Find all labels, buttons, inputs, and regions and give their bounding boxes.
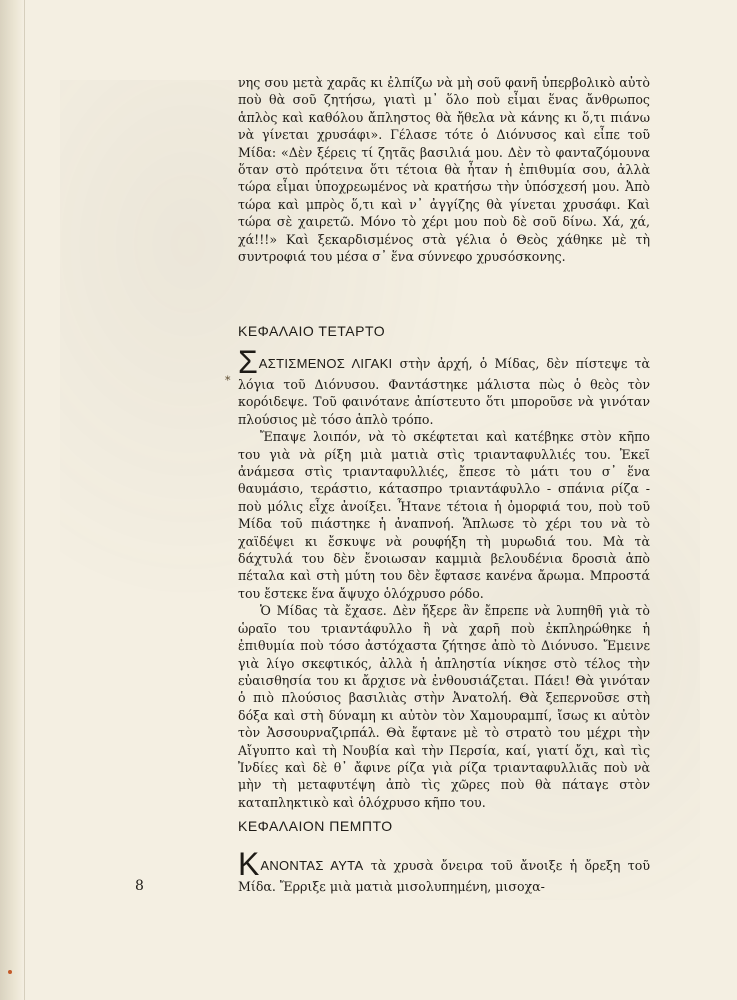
- chapter-four-text: [238, 344, 651, 811]
- paragraph-text: νης σου μετὰ χαρᾶς κι ἐλπίζω νὰ μὴ σοῦ φανῆ ὑπερβολικὸ αὐτὸ ποὺ θὰ σοῦ ζητήσω, γιατὶ μ᾽ ὅλο ποὺ εἶμαι ἕνας ἄνθρωπος ἁπλὸς καὶ καθόλου ἄπληστος θὰ ἤθελα νὰ κάνης κι ὅ,τι πιάνω νὰ γίνεται χρυσάφι». Γέλασε τότε ὁ Διόνυσος καὶ εἶπε τοῦ Μίδα: «Δὲν ξέρεις τί ζητᾶς βασιλιά μου. Δὲν τὸ φανταζόμουνα ὅταν στὸ πρότεινα ὅτι τέτοια θὰ ἦταν ἡ ἐπιθυμία σου, ἀλλὰ τώρα εἶμαι ὑποχρεωμένος νὰ κρατήσω τὴν ὑπόσχεσή μου. Ἀπὸ τώρα καὶ μπρὸς ὅ,τι καὶ ν᾽ ἀγγίζης θὰ γίνεται χρυσάφι. Καὶ τώρα σὲ χαιρετῶ. Μόνο τὸ χέρι μου ποὺ δὲ σοῦ δίνω. Χά, χά, χά!!!» Καὶ ξεκαρδισμένος στὰ γέλια ὁ Θεὸς χάθηκε μὲ τὴ συντροφιά του μέσα σ᾽ ἕνα σύννεφο χρυσόσκονης.: [238, 75, 650, 265]
- chapter-five-text: [238, 846, 650, 895]
- chapter-four-opening-paragraph: [238, 344, 651, 428]
- drop-cap: Σ: [238, 344, 258, 380]
- opening-caps: ΑΣΤΙΣΜΕΝΟΣ ΛΙΓΑΚΙ: [258, 356, 393, 371]
- drop-cap: Κ: [238, 846, 260, 882]
- edge-mark: [8, 970, 12, 974]
- page-number: 8: [135, 878, 144, 894]
- opening-caps: ΑΝΟΝΤΑΣ ΑΥΤΑ: [260, 858, 364, 873]
- paragraph-text: Ἔπαψε λοιπόν, νὰ τὸ σκέφτεται καὶ κατέβηκε στὸν κῆπο του γιὰ νὰ ρίξη μιὰ ματιὰ στὶς τριανταφυλλιές του. Ἐκεῖ ἀνάμεσα στὶς τριανταφυλλιές, ἔπεσε τὸ μάτι του σ᾽ ἕνα θαυμάσιο, τεράστιο, κάτασπρο τριαντάφυλλο - σπάνια ρίζα - ποὺ μόλις εἶχε ἀνοίξει. Ἦτανε τέτοια ἡ ὀμορφιά του, ποὺ τοῦ Μίδα τοῦ πιάστηκε ἡ ἀναπνοή. Ἅπλωσε τὸ χέρι του νὰ τὸ χαϊδέψει κι ἔσκυψε νὰ ρουφήξη τὴ μυρωδιά του. Μὰ τὰ δάχτυλά του δὲν ἔνοιωσαν καμμιὰ βελουδένια δροσιὰ ἀπὸ πέταλα καὶ στὴ μύτη του δὲν ἔφτασε κανένα ἄρωμα. Μπροστά του ἔστεκε ἕνα ἄψυχο ὁλόχρυσο ρόδο.: [238, 429, 650, 601]
- paragraph-text: στὴν ἀρχή, ὁ Μίδας, δὲν πίστεψε τὰ λόγια τοῦ Διόνυσου. Φαντάστηκε μάλιστα πὼς ὁ θεὸς τὸν κορόιδεψε. Τοῦ φαινότανε ἀπίστευτο ὅτι μποροῦσε νὰ γινόταν πλούσιος μὲ τόσο ἁπλὸ τρόπο.: [238, 356, 651, 427]
- chapter-five-opening-paragraph: [238, 846, 650, 895]
- paragraph-text: Ὁ Μίδας τὰ ἔχασε. Δὲν ἤξερε ἂν ἔπρεπε νὰ λυπηθῆ γιὰ τὸ ὡραῖο του τριαντάφυλλο ἢ νὰ χαρῆ ποὺ ἐκπληρώθηκε ἡ ἐπιθυμία ποὺ τόσο ἀστόχαστα ζήτησε ἀπὸ τὸ Διόνυσο. Ἔμεινε γιὰ λίγο σκεφτικός, ἀλλὰ ἡ ἀπληστία νίκησε στὸ τέλος τὴν εὐαισθησία του κι ἄρχισε νὰ ἐνθουσιάζεται. Πάει! Θὰ γινόταν ὁ πιὸ πλούσιος βασιλιὰς στὴν Ἀνατολή. Θὰ ξεπερνοῦσε στὴ δόξα καὶ στὴ δύναμη κι αὐτὸν τὸν Χαμουραμπί, ἴσως κι αὐτὸν τὸν Ἀσσουρναζιρπάλ. Θὰ ἔφτανε μὲ τὸ στρατὸ του μέχρι τὴν Αἴγυπτο καὶ τὴ Νουβία καὶ τὴν Περσία, καί, γιατί ὄχι, καὶ τὶς Ἰνδίες καὶ δὲ θ᾽ ἄφινε ρίζα γιὰ ρίζα τριανταφυλλιᾶς ποὺ νὰ μὴν τὴ μεταφυτέψη ἀπὸ τὶς χῶρες ποὺ θὰ πάταγε στὸν καταπληκτικὸ καὶ ὁλόχρυσο κῆπο του.: [238, 603, 650, 810]
- chapter-heading-fourth: ΚΕΦΑΛΑΙΟ ΤΕΤΑΡΤΟ: [238, 323, 386, 339]
- page-binding-edge: [0, 0, 25, 1000]
- paragraph-text: τὰ χρυσὰ ὄνειρα τοῦ ἄνοιξε ἡ ὄρεξη τοῦ Μίδα. Ἔρριξε μιὰ ματιὰ μισολυπημένη, μισοχα-: [238, 858, 650, 894]
- margin-mark: *: [225, 374, 231, 387]
- chapter-heading-fifth: ΚΕΦΑΛΑΙΟΝ ΠΕΜΠΤΟ: [238, 818, 393, 834]
- continued-paragraph: [238, 74, 650, 265]
